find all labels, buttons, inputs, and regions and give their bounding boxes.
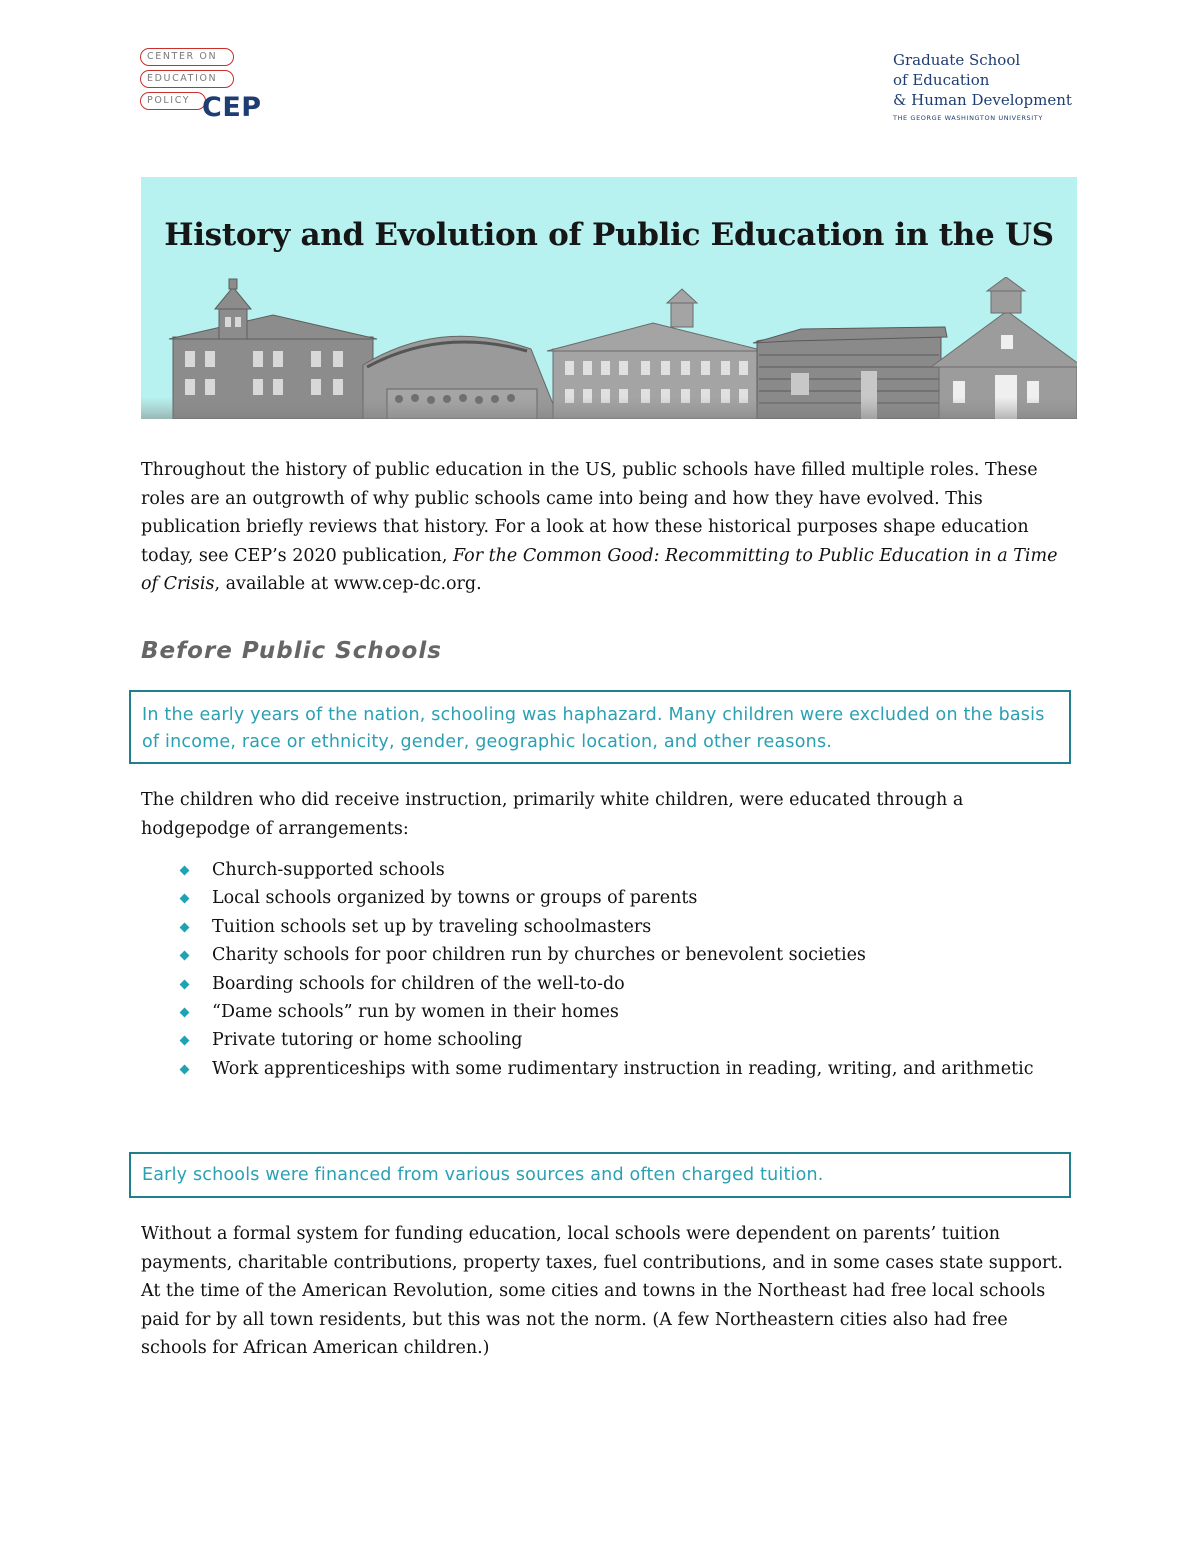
schoolhouses-illustration: [141, 277, 1077, 419]
arrangements-intro-paragraph: The children who did receive instruction, primarily white children, were educated through a hodgepodge of arrangements:: [141, 790, 964, 839]
list-item: Tuition schools set up by traveling schoolmasters: [170, 913, 1050, 941]
cep-logo-line-policy: POLICY: [140, 92, 206, 110]
intro-text-part-2: , available at www.cep-dc.org.: [214, 574, 482, 595]
list-item: Local schools organized by towns or groups of parents: [170, 884, 1050, 912]
callout-box-financing: Early schools were financed from various sources and often charged tuition.: [129, 1152, 1071, 1198]
gwu-logo-line-1: Graduate School: [893, 51, 1021, 69]
diamond-bullet-icon: [180, 1064, 190, 1074]
cep-logo-line-center-on: CENTER ON: [140, 48, 234, 66]
list-item: Work apprenticeships with some rudimentary instruction in reading, writing, and arithmetic: [170, 1055, 1050, 1083]
gwu-logo: [893, 50, 1073, 122]
diamond-bullet-icon: [180, 894, 190, 904]
diamond-bullet-icon: [180, 951, 190, 961]
gwu-logo-line-3: & Human Development: [893, 91, 1072, 109]
gwu-logo-university: THE GEORGE WASHINGTON UNIVERSITY: [893, 114, 1043, 122]
publication-title: For the Common Good: Recommitting to Public Education in a Time of Crisis: [141, 545, 1058, 595]
cep-logo: [140, 46, 290, 126]
list-item: Charity schools for poor children run by churches or benevolent societies: [170, 941, 1050, 969]
list-item: Boarding schools for children of the well-to-do: [170, 970, 1050, 998]
funding-paragraph: Without a formal system for funding education, local schools were dependent on parents’ tuition payments, charitable contributions, property taxes, fuel contributions, and in some cases state support. At the time of the American Revolution, some cities and towns in the Northeast had free local schools paid for by all town residents, but this was not the norm. (A few Northeastern cities also had free schools for African American children.): [141, 1224, 1063, 1359]
gwu-logo-line-2: of Education: [893, 71, 990, 89]
section-heading-before-public-schools: Before Public Schools: [141, 638, 442, 664]
diamond-bullet-icon: [180, 979, 190, 989]
title-banner: [141, 177, 1077, 419]
diamond-bullet-icon: [180, 1008, 190, 1018]
intro-paragraph: [141, 456, 1071, 599]
cep-logo-line-education: EDUCATION: [140, 70, 234, 88]
diamond-bullet-icon: [180, 1036, 190, 1046]
intro-text-part-1: Throughout the history of public education in the US, public schools have filled multiple roles. These roles are an outgrowth of why public schools came into being and how they have evolved. This publication briefly reviews that history. For a look at how these historical purposes shape education today, see CEP’s 2020 publication,: [141, 460, 1038, 566]
cep-logo-mark: CEP: [202, 92, 262, 123]
arrangements-list: [170, 856, 1050, 1083]
list-item: “Dame schools” run by women in their homes: [170, 998, 1050, 1026]
diamond-bullet-icon: [180, 866, 190, 876]
list-item: Church-supported schools: [170, 856, 1050, 884]
callout-box-schooling-haphazard: In the early years of the nation, schooling was haphazard. Many children were excluded on the basis of income, race or ethnicity, gender, geographic location, and other reasons.: [129, 690, 1071, 764]
list-item: Private tutoring or home schooling: [170, 1026, 1050, 1054]
diamond-bullet-icon: [180, 922, 190, 932]
document-title: History and Evolution of Public Education in the US: [164, 217, 1054, 253]
